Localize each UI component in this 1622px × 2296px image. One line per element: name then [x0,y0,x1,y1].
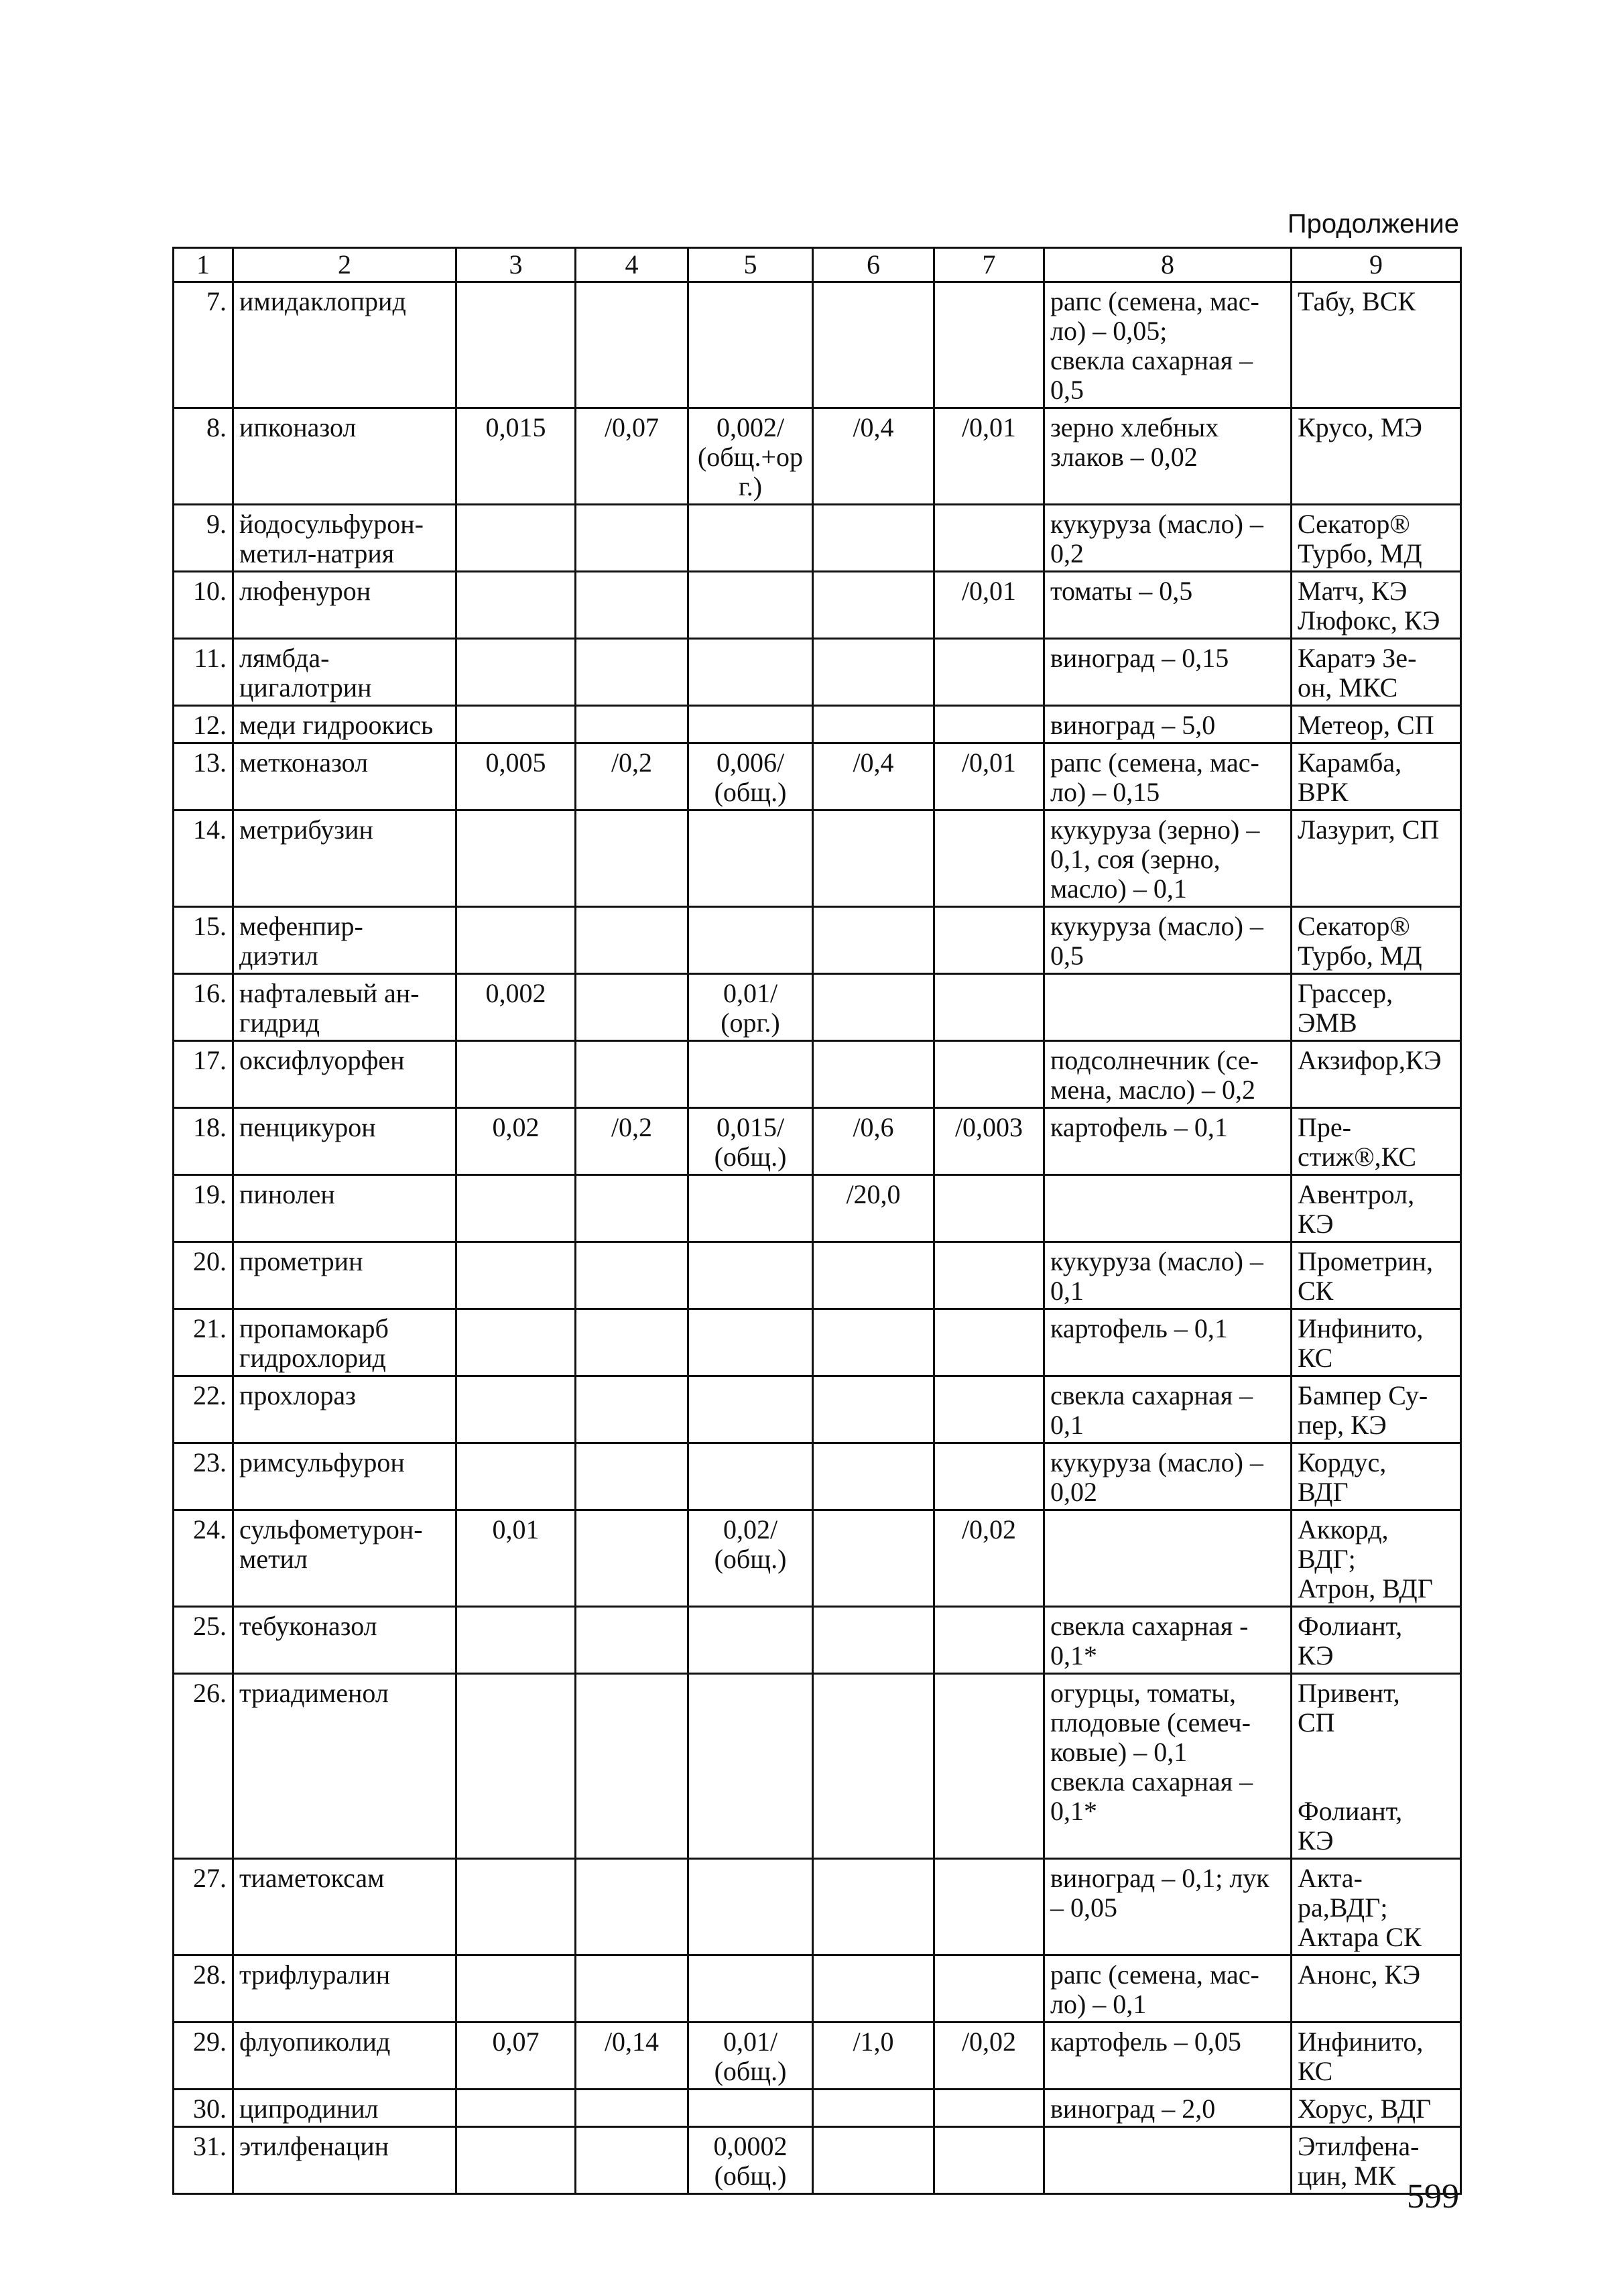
value-cell-col7 [934,2090,1044,2127]
crop-limits-cell: виноград – 0,15 [1044,639,1292,706]
table-row [174,282,1461,408]
substance-name-cell: метконазол [233,743,456,810]
product-name-cell: Лазурит, СП [1292,810,1461,907]
value-cell-col5 [688,1955,813,2022]
product-name-cell: Фолиант, КЭ [1292,1607,1461,1674]
row-number-cell: 22. [174,1376,233,1443]
value-cell-col3 [456,1309,576,1376]
table-row [174,1607,1461,1674]
value-cell-col4 [576,1041,688,1108]
value-cell-col5: 0,015/ (общ.) [688,1108,813,1175]
value-cell-col7: /0,003 [934,1108,1044,1175]
value-cell-col3: 0,002 [456,974,576,1041]
value-cell-col4 [576,1443,688,1510]
substance-name-cell: трифлуралин [233,1955,456,2022]
substance-name-cell: оксифлуорфен [233,1041,456,1108]
value-cell-col4: /0,07 [576,408,688,505]
value-cell-col6 [813,1443,934,1510]
table-row [174,1309,1461,1376]
value-cell-col7 [934,1242,1044,1309]
crop-limits-cell: рапс (семена, мас- ло) – 0,1 [1044,1955,1292,2022]
value-cell-col6 [813,810,934,907]
crop-limits-cell: томаты – 0,5 [1044,572,1292,639]
substance-name-cell: ипконазол [233,408,456,505]
value-cell-col6 [813,1955,934,2022]
value-cell-col7: /0,02 [934,2022,1044,2090]
value-cell-col4 [576,1309,688,1376]
value-cell-col7 [934,1955,1044,2022]
table-row [174,1041,1461,1108]
value-cell-col6: /0,6 [813,1108,934,1175]
crop-limits-cell: свекла сахарная - 0,1* [1044,1607,1292,1674]
value-cell-col6 [813,572,934,639]
row-number-cell: 31. [174,2127,233,2194]
value-cell-col7: /0,01 [934,408,1044,505]
value-cell-col4 [576,1376,688,1443]
crop-limits-cell: огурцы, томаты, плодовые (семеч- ковые) – 0,1 свекла сахарная – 0,1* [1044,1674,1292,1859]
header-cell: 9 [1292,248,1461,282]
product-name-cell: Каратэ Зе- он, МКС [1292,639,1461,706]
row-number-cell: 30. [174,2090,233,2127]
substance-name-cell: римсульфурон [233,1443,456,1510]
value-cell-col6 [813,706,934,743]
substance-name-cell: метрибузин [233,810,456,907]
value-cell-col5: 0,02/ (общ.) [688,1510,813,1607]
header-cell: 7 [934,248,1044,282]
value-cell-col3 [456,1376,576,1443]
product-name-cell: Аккорд, ВДГ; Атрон, ВДГ [1292,1510,1461,1607]
value-cell-col6 [813,1242,934,1309]
value-cell-col6 [813,1041,934,1108]
value-cell-col7 [934,810,1044,907]
value-cell-col5 [688,1242,813,1309]
value-cell-col3 [456,1175,576,1242]
row-number-cell: 19. [174,1175,233,1242]
table-row [174,1510,1461,1607]
crop-limits-cell: кукуруза (масло) – 0,1 [1044,1242,1292,1309]
substance-name-cell: флуопиколид [233,2022,456,2090]
table-row [174,572,1461,639]
value-cell-col3 [456,505,576,572]
substance-name-cell: нафталевый ан- гидрид [233,974,456,1041]
value-cell-col3: 0,07 [456,2022,576,2090]
value-cell-col4: /0,14 [576,2022,688,2090]
value-cell-col7 [934,505,1044,572]
value-cell-col6: /0,4 [813,743,934,810]
row-number-cell: 26. [174,1674,233,1859]
crop-limits-cell: рапс (семена, мас- ло) – 0,05; свекла сахарная – 0,5 [1044,282,1292,408]
value-cell-col5 [688,1041,813,1108]
value-cell-col4: /0,2 [576,1108,688,1175]
value-cell-col3 [456,1242,576,1309]
value-cell-col4 [576,282,688,408]
value-cell-col6 [813,1309,934,1376]
crop-limits-cell: картофель – 0,1 [1044,1108,1292,1175]
table-row [174,408,1461,505]
crop-limits-cell: картофель – 0,1 [1044,1309,1292,1376]
value-cell-col7 [934,1607,1044,1674]
value-cell-col4 [576,639,688,706]
value-cell-col5 [688,572,813,639]
value-cell-col4: /0,2 [576,743,688,810]
value-cell-col6 [813,1376,934,1443]
value-cell-col5 [688,706,813,743]
value-cell-col4 [576,1242,688,1309]
value-cell-col7 [934,1443,1044,1510]
table-row [174,1242,1461,1309]
value-cell-col7 [934,1175,1044,1242]
value-cell-col3 [456,907,576,974]
value-cell-col5 [688,1607,813,1674]
value-cell-col5: 0,002/ (общ.+орг.) [688,408,813,505]
table-row [174,1376,1461,1443]
value-cell-col4 [576,1175,688,1242]
product-name-cell: Привент, СП Фолиант, КЭ [1292,1674,1461,1859]
substance-name-cell: прохлораз [233,1376,456,1443]
value-cell-col6 [813,505,934,572]
value-cell-col7: /0,01 [934,743,1044,810]
value-cell-col4 [576,1955,688,2022]
value-cell-col3 [456,572,576,639]
header-cell: 1 [174,248,233,282]
table-header-row [174,248,1461,282]
value-cell-col5 [688,1376,813,1443]
substance-name-cell: йодосульфурон- метил-натрия [233,505,456,572]
value-cell-col3 [456,2127,576,2194]
crop-limits-cell [1044,974,1292,1041]
product-name-cell: Карамба, ВРК [1292,743,1461,810]
table-row [174,505,1461,572]
table-row [174,743,1461,810]
value-cell-col5 [688,1859,813,1955]
table-row [174,1859,1461,1955]
row-number-cell: 15. [174,907,233,974]
value-cell-col3 [456,1041,576,1108]
header-cell: 3 [456,248,576,282]
crop-limits-cell: кукуруза (зерно) – 0,1, соя (зерно, масло) – 0,1 [1044,810,1292,907]
header-cell: 4 [576,248,688,282]
row-number-cell: 18. [174,1108,233,1175]
value-cell-col7 [934,639,1044,706]
table-row [174,2127,1461,2194]
product-name-cell: Метеор, СП [1292,706,1461,743]
table-row [174,974,1461,1041]
value-cell-col3 [456,1607,576,1674]
substance-name-cell: этилфенацин [233,2127,456,2194]
row-number-cell: 21. [174,1309,233,1376]
crop-limits-cell [1044,1510,1292,1607]
substance-name-cell: ципродинил [233,2090,456,2127]
value-cell-col4 [576,1859,688,1955]
row-number-cell: 29. [174,2022,233,2090]
value-cell-col6: /1,0 [813,2022,934,2090]
value-cell-col6 [813,639,934,706]
row-number-cell: 20. [174,1242,233,1309]
table-row [174,810,1461,907]
header-cell: 5 [688,248,813,282]
table-row [174,1443,1461,1510]
value-cell-col3 [456,282,576,408]
header-cell: 8 [1044,248,1292,282]
crop-limits-cell: виноград – 0,1; лук – 0,05 [1044,1859,1292,1955]
substance-name-cell: триадименол [233,1674,456,1859]
product-name-cell: Табу, ВСК [1292,282,1461,408]
value-cell-col4 [576,2127,688,2194]
product-name-cell: Секатор® Турбо, МД [1292,505,1461,572]
table-row [174,2022,1461,2090]
table-row [174,2090,1461,2127]
substance-name-cell: имидаклоприд [233,282,456,408]
crop-limits-cell: подсолнечник (се- мена, масло) – 0,2 [1044,1041,1292,1108]
value-cell-col4 [576,907,688,974]
product-name-cell: Акзифор,КЭ [1292,1041,1461,1108]
value-cell-col6 [813,1674,934,1859]
product-name-cell: Крусо, МЭ [1292,408,1461,505]
crop-limits-cell: картофель – 0,05 [1044,2022,1292,2090]
substance-name-cell: лямбда- цигалотрин [233,639,456,706]
value-cell-col4 [576,2090,688,2127]
product-name-cell: Матч, КЭ Люфокс, КЭ [1292,572,1461,639]
product-name-cell: Авентрол, КЭ [1292,1175,1461,1242]
value-cell-col7 [934,282,1044,408]
value-cell-col3 [456,1955,576,2022]
table-row [174,1674,1461,1859]
product-name-cell: Хорус, ВДГ [1292,2090,1461,2127]
value-cell-col6 [813,1607,934,1674]
crop-limits-cell [1044,2127,1292,2194]
row-number-cell: 11. [174,639,233,706]
value-cell-col5 [688,1443,813,1510]
value-cell-col3 [456,1674,576,1859]
row-number-cell: 25. [174,1607,233,1674]
substance-name-cell: пропамокарб гидрохлорид [233,1309,456,1376]
value-cell-col4 [576,572,688,639]
row-number-cell: 23. [174,1443,233,1510]
page-number: 599 [1407,2177,1459,2216]
value-cell-col7: /0,01 [934,572,1044,639]
value-cell-col7 [934,1041,1044,1108]
value-cell-col6: /0,4 [813,408,934,505]
substance-name-cell: тиаметоксам [233,1859,456,1955]
table-row [174,706,1461,743]
product-name-cell: Кордус, ВДГ [1292,1443,1461,1510]
continuation-label: Продолжение [1287,209,1459,239]
header-cell: 2 [233,248,456,282]
value-cell-col6 [813,282,934,408]
value-cell-col5 [688,810,813,907]
product-name-cell: Анонс, КЭ [1292,1955,1461,2022]
value-cell-col5 [688,282,813,408]
product-name-cell: Бампер Су- пер, КЭ [1292,1376,1461,1443]
row-number-cell: 28. [174,1955,233,2022]
substance-name-cell: пинолен [233,1175,456,1242]
table-row [174,1175,1461,1242]
value-cell-col7 [934,2127,1044,2194]
value-cell-col7 [934,1859,1044,1955]
row-number-cell: 7. [174,282,233,408]
row-number-cell: 16. [174,974,233,1041]
value-cell-col5 [688,505,813,572]
value-cell-col4 [576,1510,688,1607]
value-cell-col7 [934,1309,1044,1376]
value-cell-col5 [688,1175,813,1242]
value-cell-col6 [813,1510,934,1607]
value-cell-col3 [456,1859,576,1955]
value-cell-col3: 0,02 [456,1108,576,1175]
value-cell-col6 [813,1859,934,1955]
product-name-cell: Инфинито, КС [1292,1309,1461,1376]
crop-limits-cell [1044,1175,1292,1242]
value-cell-col5: 0,006/ (общ.) [688,743,813,810]
value-cell-col3: 0,005 [456,743,576,810]
value-cell-col5 [688,907,813,974]
row-number-cell: 12. [174,706,233,743]
value-cell-col4 [576,1607,688,1674]
crop-limits-cell: кукуруза (масло) – 0,5 [1044,907,1292,974]
value-cell-col7 [934,1376,1044,1443]
value-cell-col5 [688,1309,813,1376]
row-number-cell: 9. [174,505,233,572]
table-body [174,282,1461,2194]
value-cell-col3 [456,706,576,743]
value-cell-col4 [576,505,688,572]
value-cell-col5 [688,1674,813,1859]
value-cell-col5: 0,01/ (орг.) [688,974,813,1041]
value-cell-col6 [813,2090,934,2127]
product-name-cell: Этилфена- цин, МК [1292,2127,1461,2194]
substance-name-cell: люфенурон [233,572,456,639]
value-cell-col6 [813,974,934,1041]
value-cell-col3: 0,01 [456,1510,576,1607]
value-cell-col5 [688,2090,813,2127]
value-cell-col4 [576,974,688,1041]
value-cell-col3 [456,639,576,706]
value-cell-col5: 0,0002 (общ.) [688,2127,813,2194]
value-cell-col7 [934,907,1044,974]
value-cell-col4 [576,810,688,907]
value-cell-col7: /0,02 [934,1510,1044,1607]
row-number-cell: 14. [174,810,233,907]
row-number-cell: 10. [174,572,233,639]
substance-name-cell: меди гидроокись [233,706,456,743]
crop-limits-cell: рапс (семена, мас- ло) – 0,15 [1044,743,1292,810]
value-cell-col6 [813,2127,934,2194]
substance-name-cell: мефенпир- диэтил [233,907,456,974]
value-cell-col7 [934,974,1044,1041]
crop-limits-cell: кукуруза (масло) – 0,2 [1044,505,1292,572]
value-cell-col5 [688,639,813,706]
row-number-cell: 13. [174,743,233,810]
value-cell-col3: 0,015 [456,408,576,505]
row-number-cell: 27. [174,1859,233,1955]
value-cell-col7 [934,706,1044,743]
crop-limits-cell: виноград – 2,0 [1044,2090,1292,2127]
crop-limits-cell: виноград – 5,0 [1044,706,1292,743]
table-row [174,639,1461,706]
value-cell-col4 [576,706,688,743]
value-cell-col3 [456,1443,576,1510]
product-name-cell: Прометрин, СК [1292,1242,1461,1309]
substance-name-cell: прометрин [233,1242,456,1309]
row-number-cell: 24. [174,1510,233,1607]
value-cell-col6: /20,0 [813,1175,934,1242]
product-name-cell: Инфинито, КС [1292,2022,1461,2090]
substance-name-cell: сульфометурон- метил [233,1510,456,1607]
crop-limits-cell: свекла сахарная – 0,1 [1044,1376,1292,1443]
data-table [172,247,1462,2195]
crop-limits-cell: кукуруза (масло) – 0,02 [1044,1443,1292,1510]
product-name-cell: Секатор® Турбо, МД [1292,907,1461,974]
row-number-cell: 17. [174,1041,233,1108]
table-row [174,907,1461,974]
product-name-cell: Акта- ра,ВДГ; Актара СК [1292,1859,1461,1955]
substance-name-cell: тебуконазол [233,1607,456,1674]
value-cell-col6 [813,907,934,974]
row-number-cell: 8. [174,408,233,505]
header-cell: 6 [813,248,934,282]
table-row [174,1955,1461,2022]
crop-limits-cell: зерно хлебных злаков – 0,02 [1044,408,1292,505]
value-cell-col5: 0,01/ (общ.) [688,2022,813,2090]
product-name-cell: Грассер, ЭМВ [1292,974,1461,1041]
table-row [174,1108,1461,1175]
value-cell-col3 [456,810,576,907]
value-cell-col3 [456,2090,576,2127]
value-cell-col4 [576,1674,688,1859]
substance-name-cell: пенцикурон [233,1108,456,1175]
value-cell-col7 [934,1674,1044,1859]
product-name-cell: Пре- стиж®,КС [1292,1108,1461,1175]
